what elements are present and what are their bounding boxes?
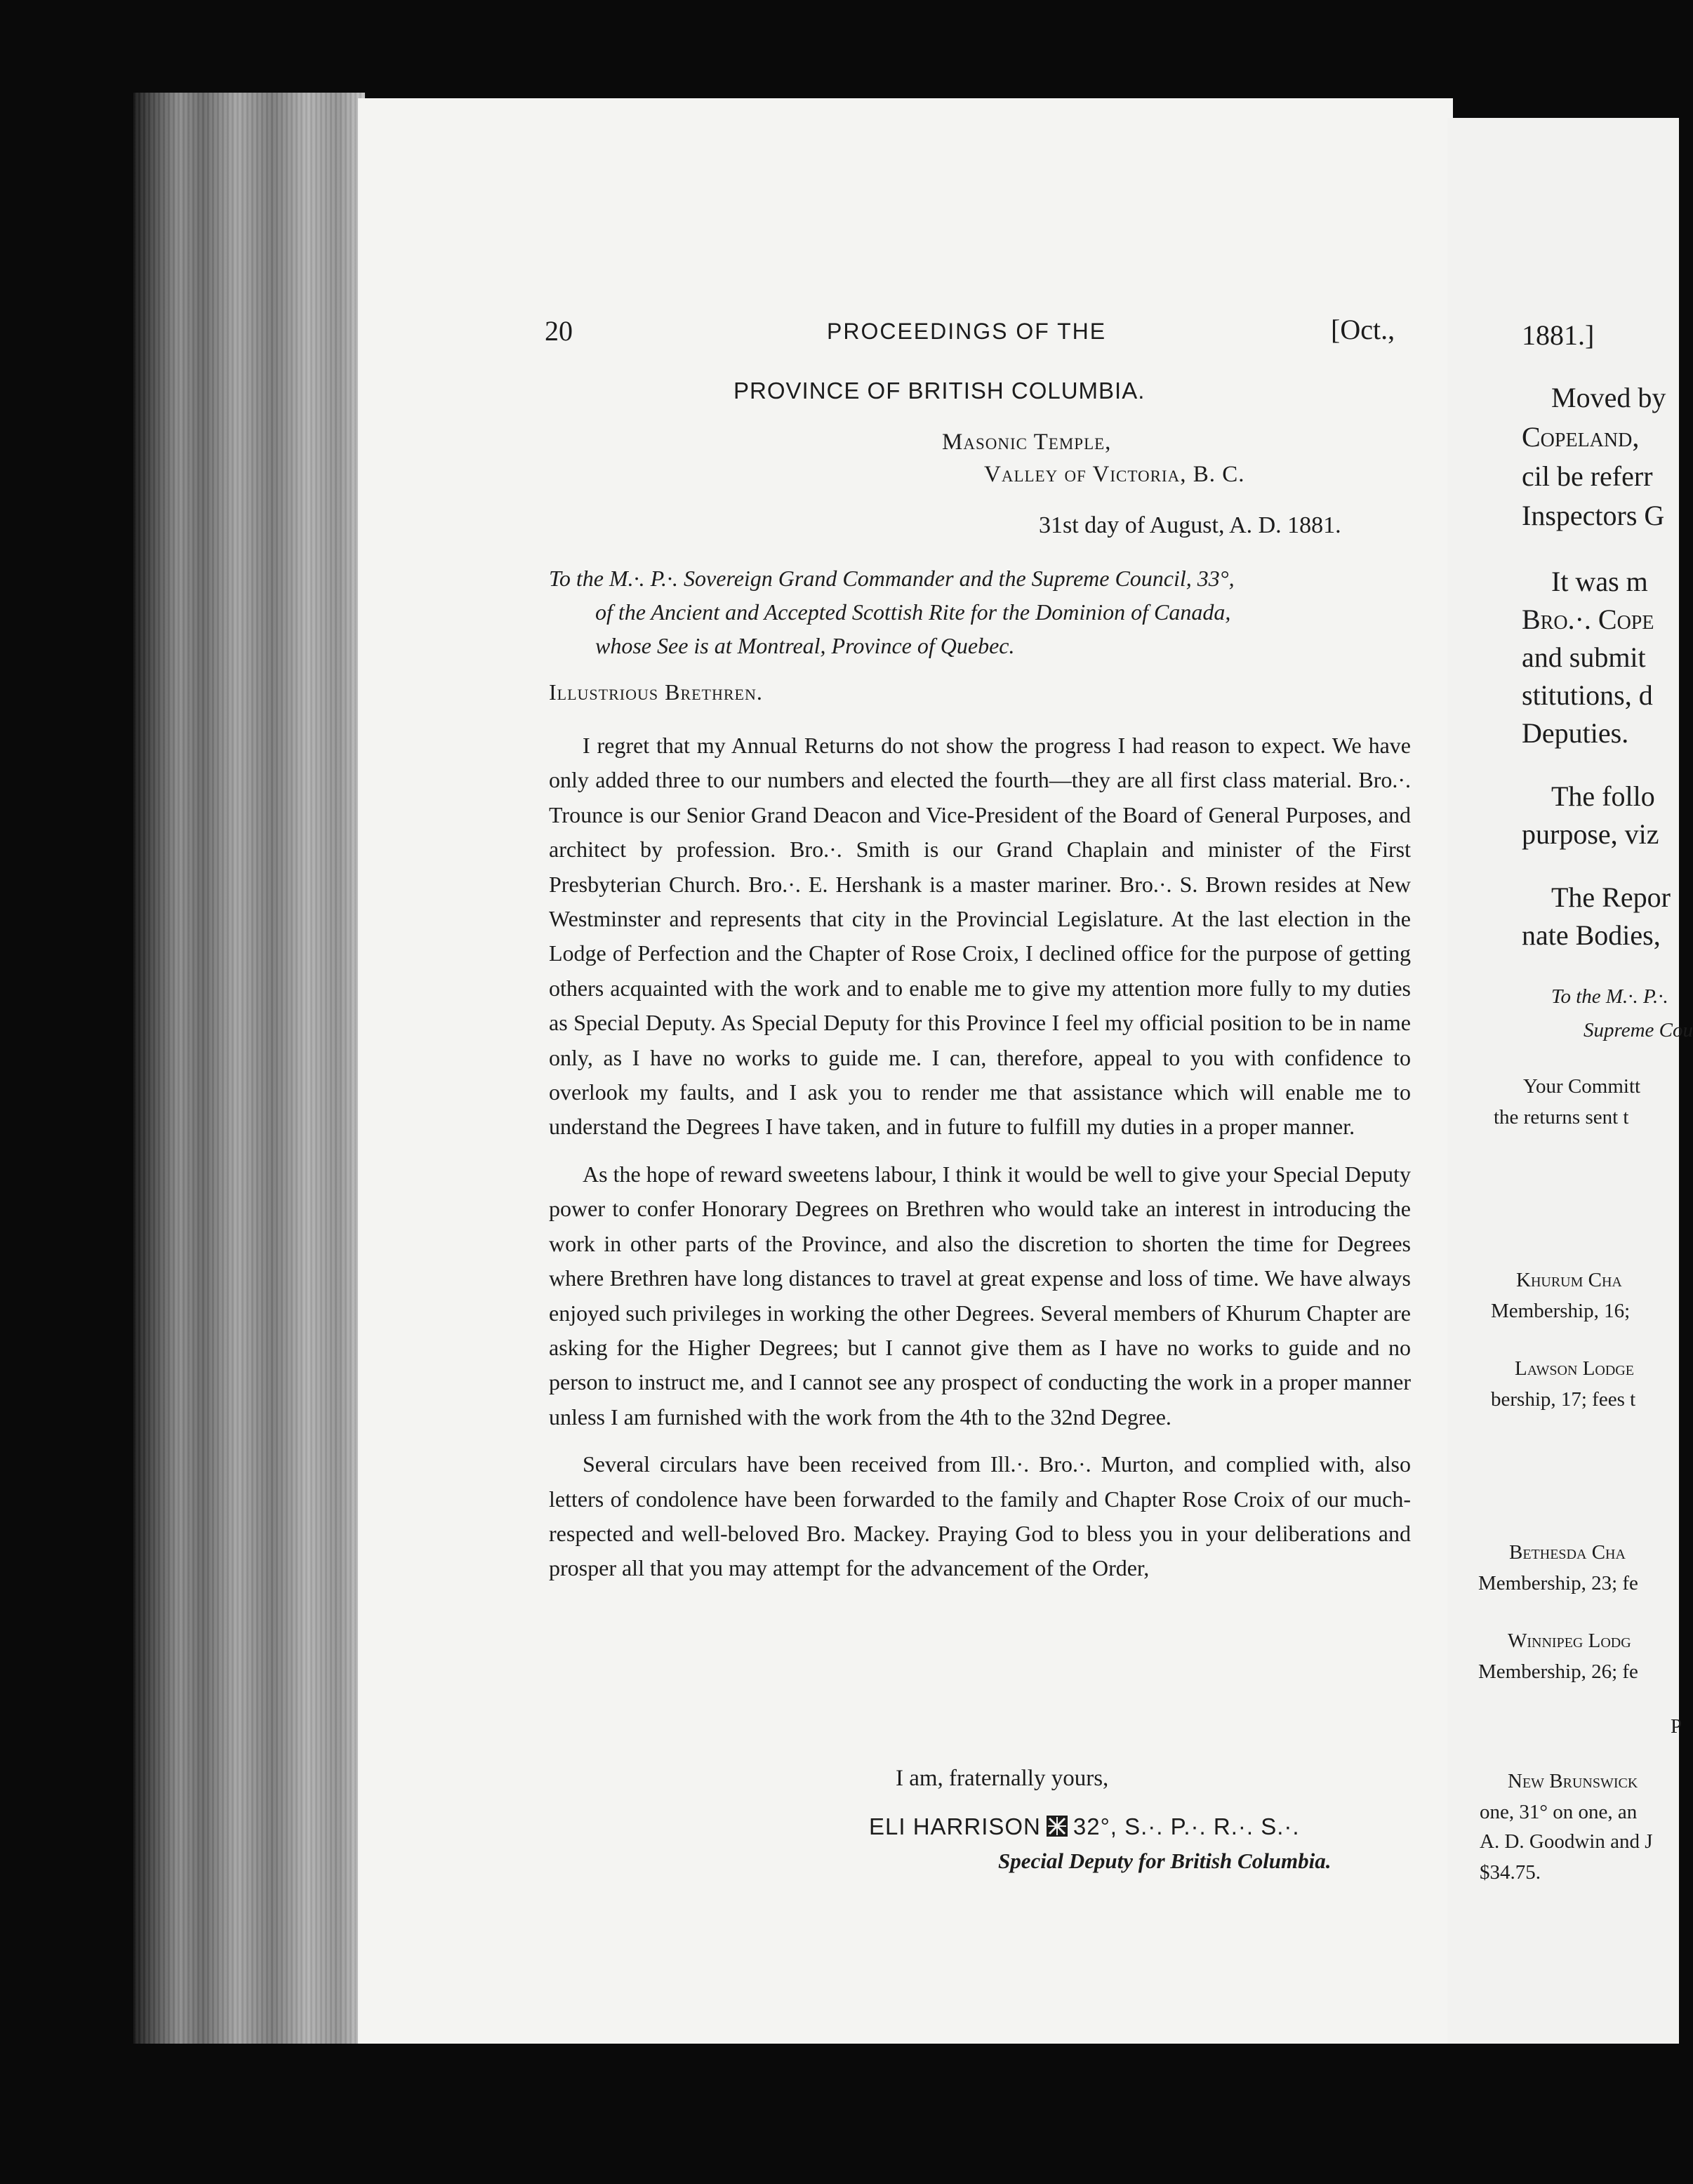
salutation: Illustrious Brethren. bbox=[549, 679, 763, 705]
letter-date: 31st day of August, A. D. 1881. bbox=[1039, 512, 1341, 538]
left-page bbox=[358, 98, 1453, 2044]
addressee-line: To the M.·. P.·. Sovereign Grand Commander and the Supreme Council, 33°, bbox=[549, 566, 1235, 591]
addressee-line: of the Ancient and Accepted Scottish Rite for the Dominion of Canada, bbox=[595, 599, 1231, 625]
text-line: one, 31° on one, an bbox=[1480, 1801, 1638, 1823]
text-line: Inspectors G bbox=[1522, 500, 1665, 531]
text-line: P bbox=[1671, 1715, 1682, 1738]
text-line: Bro.·. Cope bbox=[1522, 604, 1654, 635]
book-page-edges bbox=[133, 93, 365, 2044]
templar-cross-icon bbox=[1047, 1816, 1068, 1837]
paragraph: I regret that my Annual Returns do not show the progress I had reason to expect. We have only added three to our numbers and elected the fourth—they are all first class material. Bro.·. Trounce is our Senior Grand Deacon and Vice-President of the Board of General Purposes, and architect by profession. Bro.·. Smith is our Grand Chaplain and minister of the First Presbyterian Church. Bro.·. E. Hershank is a master mariner. Bro.·. S. Brown resides at New Westminster and represents that city in the Provincial Legislature. At the last election in the Lodge of Perfection and the Chapter of Rose Croix, I declined office for the purpose of getting others acquainted with the work and to enable me to give my attention more fully to my duties as Special Deputy. As Special Deputy for this Province I feel my official position to be in name only, as I have no works to guide me. I can, therefore, appeal to you with confidence to overlook my faults, and I ask you to render me that assistance which will enable me to understand the Degrees I have taken, and in future to fulfill my duties in a proper manner. bbox=[549, 733, 1411, 1140]
text-line: The Repor bbox=[1551, 881, 1671, 913]
paragraph: Several circulars have been received from Ill.·. Bro.·. Murton, and complied with, also letters of condolence have been forwarded to the family and Chapter Rose Croix of our much-respected and well-beloved Bro. Mackey. Praying God to bless you in your deliberations and prosper all that you may attempt for the advancement of the Order, bbox=[549, 1451, 1411, 1581]
right-page bbox=[1447, 118, 1693, 2044]
text-line: Membership, 26; fe bbox=[1478, 1660, 1638, 1683]
text-line: Deputies. bbox=[1522, 717, 1629, 749]
text-line: It was m bbox=[1551, 566, 1648, 597]
text-line: Membership, 23; fe bbox=[1478, 1572, 1638, 1594]
text-line: Your Committ bbox=[1523, 1075, 1641, 1098]
addressee-line: whose See is at Montreal, Province of Quebec. bbox=[595, 633, 1015, 658]
page-number: 20 bbox=[545, 315, 573, 347]
running-head: 1881.] bbox=[1522, 319, 1595, 351]
address-line: Valley of Victoria, B. C. bbox=[984, 462, 1245, 487]
text-line: Supreme Cou bbox=[1584, 1019, 1693, 1041]
text-line: cil be referr bbox=[1522, 460, 1653, 492]
text-line: Khurum Cha bbox=[1516, 1269, 1622, 1291]
signature-line bbox=[869, 1813, 1300, 1840]
text-line: Membership, 16; bbox=[1491, 1300, 1631, 1322]
text-line: Moved by bbox=[1551, 382, 1666, 413]
text-line: The follo bbox=[1551, 780, 1655, 812]
text-line: Bethesda Cha bbox=[1509, 1541, 1626, 1564]
text-line: New Brunswick bbox=[1508, 1770, 1638, 1792]
address-line: Masonic Temple, bbox=[942, 430, 1112, 455]
province-heading: PROVINCE OF BRITISH COLUMBIA. bbox=[733, 378, 1146, 404]
text-line: stitutions, d bbox=[1522, 679, 1653, 711]
text-line: Copeland, bbox=[1522, 421, 1640, 453]
paragraph: As the hope of reward sweetens labour, I think it would be well to give your Special Deputy power to confer Honorary Degrees on Brethren who would take an interest in introducing the work in other parts of the Province, and also the discretion to shorten the time for Degrees where Brethren have long distances to travel at great expense and loss of time. We have always enjoyed such privileges in working the other Degrees. Several members of Khurum Chapter are asking for the Higher Degrees; but I cannot give them as I have no works to guide and no person to instruct me, and I cannot see any prospect of conducting the work in a proper manner unless I am furnished with the work from the 4th to the 32nd Degree. bbox=[549, 1161, 1411, 1430]
text-line: bership, 17; fees t bbox=[1491, 1388, 1636, 1411]
signature-degree: 32°, S.·. P.·. R.·. S.·. bbox=[1073, 1813, 1300, 1839]
text-line: Lawson Lodge bbox=[1515, 1357, 1634, 1380]
text-line: and submit bbox=[1522, 641, 1646, 673]
text-line: To the M.·. P.·. bbox=[1551, 985, 1668, 1008]
text-line: nate Bodies, bbox=[1522, 919, 1661, 951]
signature-role: Special Deputy for British Columbia. bbox=[998, 1849, 1332, 1873]
signature-name: ELI HARRISON bbox=[869, 1813, 1041, 1839]
running-head-date: [Oct., bbox=[1331, 314, 1395, 345]
letter-body bbox=[549, 728, 1411, 1586]
closing: I am, fraternally yours, bbox=[896, 1766, 1109, 1791]
text-line: purpose, viz bbox=[1522, 818, 1659, 850]
text-line: Winnipeg Lodg bbox=[1508, 1630, 1631, 1652]
text-line: the returns sent t bbox=[1494, 1106, 1629, 1128]
running-head: PROCEEDINGS OF THE bbox=[827, 319, 1107, 344]
text-line: A. D. Goodwin and J bbox=[1480, 1830, 1653, 1853]
text-line: $34.75. bbox=[1480, 1861, 1541, 1884]
